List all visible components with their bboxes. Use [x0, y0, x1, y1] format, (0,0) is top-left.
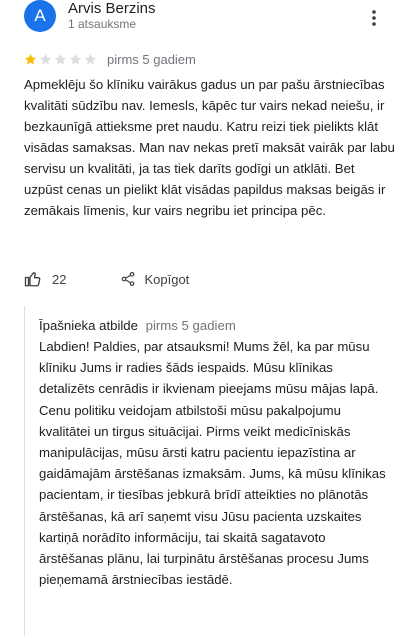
review-date: pirms 5 gadiem — [107, 51, 196, 67]
star-filled-icon — [24, 53, 37, 66]
like-count: 22 — [52, 271, 67, 287]
author-review-count: 1 atsauksme — [68, 17, 137, 31]
star-rating — [24, 53, 97, 66]
owner-reply-label: Īpašnieka atbilde — [39, 318, 138, 333]
review-text: Apmeklēju šo klīniku vairākus gadus un par pašu ārstniecības kvalitāti sūdzību nav. Iemesls, kāpēc tur vairs nekad neiešu, ir bezkaunīgā attieksme pret naudu. Katru reizi tiek pielikts klāt visādas samaksas. Man nav nekas pretī maksāt vairāk par labu servisu un kvalitāti, ja tas tiek darīts godīgi un atklāti. Bet uzpūst cenas un pielikt klāt visādas papildus maksas beigās ir zemākais līmenis, kur vairs negribu iet principa pēc. — [24, 77, 395, 218]
star-empty-icon — [54, 53, 67, 66]
rating-row — [24, 51, 196, 67]
star-empty-icon — [84, 53, 97, 66]
owner-reply-text: Labdien! Paldies, par atsauksmi! Mums žēl, ka par mūsu klīniku Jums ir radies šāds iespaids. Mūsu klīnikas detalizēts cenrādis ir ikvienam pieejams mūsu mājas lapā. Cenu politiku veidojam atbilstoši mūsu pakalpojumu kvalitātei un tirgus situācijai. Pirms veikt medicīniskās manipulācijas, mūsu ārsti katru pacientu iepazīstina ar gaidāmajām ārstēšanas izmaksām. Jums, kā mūsu klīnikas pacientam, ir tiesības jebkurā brīdī atteikties no plānotās ārstēšanas, kā arī saņemt visu Jūsu pacienta uzskaites kartiņā norādīto informāciju, tai skaitā sagatavoto ārstēšanas plānu, lai turpinātu ārstēšanas procesu Jums pieņemamā ārstniecības iestādē. — [39, 339, 386, 588]
share-label: Kopīgot — [144, 271, 190, 287]
author-name[interactable]: Arvis Berzins — [68, 0, 156, 17]
share-icon — [120, 270, 136, 288]
star-empty-icon — [39, 53, 52, 66]
review-actions — [24, 268, 189, 290]
owner-reply-date: pirms 5 gadiem — [145, 318, 236, 333]
thumb-up-icon — [24, 270, 42, 288]
more-vert-icon — [372, 10, 376, 26]
owner-reply — [24, 306, 400, 636]
owner-reply-header — [39, 318, 236, 334]
star-empty-icon — [69, 53, 82, 66]
more-options-button[interactable] — [362, 6, 386, 30]
like-button[interactable] — [24, 270, 66, 288]
share-button[interactable] — [120, 270, 189, 288]
avatar[interactable]: A — [24, 0, 56, 32]
review-header — [0, 0, 408, 40]
